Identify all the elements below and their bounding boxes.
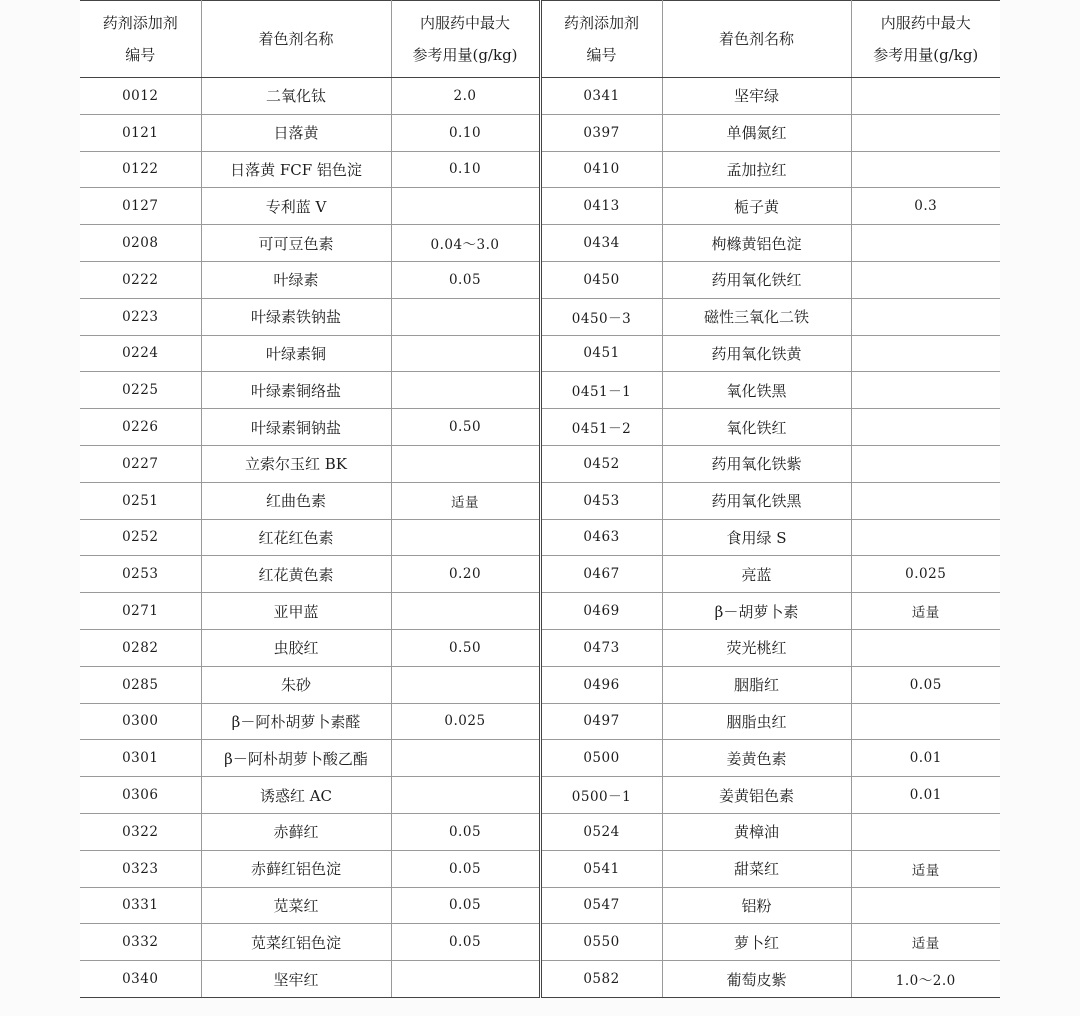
left-name-cell: 赤藓红	[201, 813, 391, 850]
right-code-cell: 0410	[540, 151, 662, 188]
left-dose-cell: 0.50	[391, 409, 540, 446]
left-dose-cell: 0.10	[391, 114, 540, 151]
left-code-cell: 0223	[80, 298, 201, 335]
left-code-cell: 0282	[80, 629, 201, 666]
left-dose-cell	[391, 298, 540, 335]
left-name-cell: 红花黄色素	[201, 556, 391, 593]
left-code-cell: 0208	[80, 225, 201, 262]
table-row	[80, 813, 1000, 850]
header-code-right: 药剂添加剂 编号	[540, 1, 662, 78]
left-code-cell: 0322	[80, 813, 201, 850]
right-name-cell: 栀子黄	[662, 188, 851, 225]
right-code-cell: 0547	[540, 887, 662, 924]
right-code-cell: 0500	[540, 740, 662, 777]
table-row	[80, 335, 1000, 372]
left-code-cell: 0227	[80, 445, 201, 482]
right-dose-cell	[851, 703, 1000, 740]
header-name: 着色剂名称	[201, 1, 391, 78]
left-name-cell: 日落黄	[201, 114, 391, 151]
left-name-cell: 虫胶红	[201, 629, 391, 666]
left-name-cell: 诱惑红 AC	[201, 777, 391, 814]
left-dose-cell	[391, 961, 540, 998]
right-code-cell: 0473	[540, 629, 662, 666]
table-row	[80, 298, 1000, 335]
left-dose-cell	[391, 188, 540, 225]
left-name-cell: 二氧化钛	[201, 78, 391, 115]
left-dose-cell: 0.05	[391, 924, 540, 961]
right-dose-cell: 0.05	[851, 666, 1000, 703]
left-dose-cell	[391, 593, 540, 630]
left-dose-cell: 0.05	[391, 850, 540, 887]
right-name-cell: β－胡萝卜素	[662, 593, 851, 630]
right-code-cell: 0500－1	[540, 777, 662, 814]
right-dose-cell	[851, 298, 1000, 335]
table-header	[80, 1, 1000, 78]
right-dose-cell: 适量	[851, 850, 1000, 887]
header-code: 药剂添加剂 编号	[80, 1, 201, 78]
right-name-cell: 甜菜红	[662, 850, 851, 887]
right-dose-cell	[851, 372, 1000, 409]
table-row	[80, 777, 1000, 814]
table-row	[80, 924, 1000, 961]
right-dose-cell	[851, 482, 1000, 519]
right-dose-cell	[851, 225, 1000, 262]
right-dose-cell	[851, 261, 1000, 298]
table-row	[80, 961, 1000, 998]
table-row	[80, 703, 1000, 740]
left-name-cell: 立索尔玉红 BK	[201, 445, 391, 482]
left-code-cell: 0251	[80, 482, 201, 519]
left-code-cell: 0225	[80, 372, 201, 409]
left-code-cell: 0340	[80, 961, 201, 998]
header-dose: 内服药中最大 参考用量(g/kg)	[391, 1, 540, 78]
left-dose-cell: 0.05	[391, 261, 540, 298]
left-dose-cell	[391, 740, 540, 777]
left-code-cell: 0323	[80, 850, 201, 887]
left-code-cell: 0252	[80, 519, 201, 556]
right-code-cell: 0451－2	[540, 409, 662, 446]
left-name-cell: 日落黄 FCF 铝色淀	[201, 151, 391, 188]
right-name-cell: 姜黄色素	[662, 740, 851, 777]
right-name-cell: 枸橼黄铝色淀	[662, 225, 851, 262]
left-dose-cell	[391, 519, 540, 556]
left-name-cell: 叶绿素	[201, 261, 391, 298]
table-row	[80, 519, 1000, 556]
right-name-cell: 黄樟油	[662, 813, 851, 850]
right-name-cell: 荧光桃红	[662, 629, 851, 666]
right-name-cell: 氧化铁红	[662, 409, 851, 446]
right-dose-cell	[851, 445, 1000, 482]
table-row	[80, 225, 1000, 262]
right-dose-cell	[851, 114, 1000, 151]
left-dose-cell: 0.025	[391, 703, 540, 740]
right-dose-cell: 0.01	[851, 777, 1000, 814]
right-name-cell: 亮蓝	[662, 556, 851, 593]
right-code-cell: 0463	[540, 519, 662, 556]
table-row	[80, 666, 1000, 703]
right-name-cell: 单偶氮红	[662, 114, 851, 151]
left-code-cell: 0226	[80, 409, 201, 446]
table-row	[80, 188, 1000, 225]
left-code-cell: 0253	[80, 556, 201, 593]
right-name-cell: 萝卜红	[662, 924, 851, 961]
right-name-cell: 葡萄皮紫	[662, 961, 851, 998]
left-name-cell: 叶绿素铜	[201, 335, 391, 372]
left-dose-cell: 0.50	[391, 629, 540, 666]
table-row	[80, 850, 1000, 887]
left-name-cell: 坚牢红	[201, 961, 391, 998]
left-code-cell: 0012	[80, 78, 201, 115]
table-body	[80, 78, 1000, 998]
left-dose-cell: 0.10	[391, 151, 540, 188]
left-code-cell: 0306	[80, 777, 201, 814]
right-code-cell: 0469	[540, 593, 662, 630]
right-dose-cell	[851, 813, 1000, 850]
left-dose-cell	[391, 666, 540, 703]
left-code-cell: 0285	[80, 666, 201, 703]
right-dose-cell: 适量	[851, 924, 1000, 961]
table-row	[80, 78, 1000, 115]
right-name-cell: 铝粉	[662, 887, 851, 924]
header-name-right: 着色剂名称	[662, 1, 851, 78]
left-name-cell: 红花红色素	[201, 519, 391, 556]
left-name-cell: 叶绿素铁钠盐	[201, 298, 391, 335]
right-code-cell: 0467	[540, 556, 662, 593]
right-code-cell: 0524	[540, 813, 662, 850]
left-code-cell: 0224	[80, 335, 201, 372]
table-row	[80, 629, 1000, 666]
right-code-cell: 0397	[540, 114, 662, 151]
right-code-cell: 0453	[540, 482, 662, 519]
colorant-table	[80, 0, 1000, 998]
right-dose-cell	[851, 629, 1000, 666]
right-code-cell: 0434	[540, 225, 662, 262]
left-name-cell: 可可豆色素	[201, 225, 391, 262]
left-code-cell: 0121	[80, 114, 201, 151]
table-row	[80, 372, 1000, 409]
right-name-cell: 孟加拉红	[662, 151, 851, 188]
right-code-cell: 0341	[540, 78, 662, 115]
table-row	[80, 556, 1000, 593]
left-dose-cell: 0.05	[391, 813, 540, 850]
right-code-cell: 0497	[540, 703, 662, 740]
right-name-cell: 胭脂虫红	[662, 703, 851, 740]
left-name-cell: 苋菜红铝色淀	[201, 924, 391, 961]
header-dose-right: 内服药中最大 参考用量(g/kg)	[851, 1, 1000, 78]
left-name-cell: 叶绿素铜钠盐	[201, 409, 391, 446]
right-code-cell: 0451	[540, 335, 662, 372]
left-name-cell: β－阿朴胡萝卜酸乙酯	[201, 740, 391, 777]
left-dose-cell	[391, 372, 540, 409]
right-name-cell: 磁性三氧化二铁	[662, 298, 851, 335]
right-name-cell: 药用氧化铁紫	[662, 445, 851, 482]
left-name-cell: 朱砂	[201, 666, 391, 703]
table-row	[80, 740, 1000, 777]
table-row	[80, 409, 1000, 446]
right-name-cell: 氧化铁黑	[662, 372, 851, 409]
left-code-cell: 0127	[80, 188, 201, 225]
left-dose-cell: 适量	[391, 482, 540, 519]
right-code-cell: 0496	[540, 666, 662, 703]
left-code-cell: 0301	[80, 740, 201, 777]
left-dose-cell	[391, 777, 540, 814]
table-row	[80, 482, 1000, 519]
left-name-cell: 亚甲蓝	[201, 593, 391, 630]
left-name-cell: 专利蓝 V	[201, 188, 391, 225]
right-dose-cell: 0.01	[851, 740, 1000, 777]
table-row	[80, 593, 1000, 630]
right-dose-cell: 1.0～2.0	[851, 961, 1000, 998]
left-name-cell: 苋菜红	[201, 887, 391, 924]
left-name-cell: β－阿朴胡萝卜素醛	[201, 703, 391, 740]
right-code-cell: 0451－1	[540, 372, 662, 409]
right-code-cell: 0450	[540, 261, 662, 298]
left-dose-cell: 0.05	[391, 887, 540, 924]
left-code-cell: 0271	[80, 593, 201, 630]
right-name-cell: 药用氧化铁黑	[662, 482, 851, 519]
right-name-cell: 坚牢绿	[662, 78, 851, 115]
table-row	[80, 445, 1000, 482]
right-dose-cell	[851, 887, 1000, 924]
left-code-cell: 0300	[80, 703, 201, 740]
right-dose-cell: 0.025	[851, 556, 1000, 593]
right-dose-cell	[851, 151, 1000, 188]
table-row	[80, 887, 1000, 924]
right-dose-cell	[851, 335, 1000, 372]
left-code-cell: 0331	[80, 887, 201, 924]
left-name-cell: 叶绿素铜络盐	[201, 372, 391, 409]
right-name-cell: 姜黄铝色素	[662, 777, 851, 814]
left-dose-cell: 2.0	[391, 78, 540, 115]
right-dose-cell: 适量	[851, 593, 1000, 630]
left-code-cell: 0332	[80, 924, 201, 961]
right-code-cell: 0582	[540, 961, 662, 998]
table-row	[80, 261, 1000, 298]
left-dose-cell	[391, 335, 540, 372]
table-row	[80, 151, 1000, 188]
left-code-cell: 0122	[80, 151, 201, 188]
right-dose-cell	[851, 409, 1000, 446]
right-code-cell: 0413	[540, 188, 662, 225]
left-name-cell: 红曲色素	[201, 482, 391, 519]
right-code-cell: 0450－3	[540, 298, 662, 335]
right-dose-cell	[851, 519, 1000, 556]
right-code-cell: 0541	[540, 850, 662, 887]
table-row	[80, 114, 1000, 151]
right-code-cell: 0452	[540, 445, 662, 482]
right-name-cell: 药用氧化铁红	[662, 261, 851, 298]
right-code-cell: 0550	[540, 924, 662, 961]
left-name-cell: 赤藓红铝色淀	[201, 850, 391, 887]
left-dose-cell: 0.20	[391, 556, 540, 593]
left-dose-cell	[391, 445, 540, 482]
right-dose-cell: 0.3	[851, 188, 1000, 225]
right-name-cell: 药用氧化铁黄	[662, 335, 851, 372]
left-dose-cell: 0.04～3.0	[391, 225, 540, 262]
right-name-cell: 食用绿 S	[662, 519, 851, 556]
right-name-cell: 胭脂红	[662, 666, 851, 703]
left-code-cell: 0222	[80, 261, 201, 298]
right-dose-cell	[851, 78, 1000, 115]
